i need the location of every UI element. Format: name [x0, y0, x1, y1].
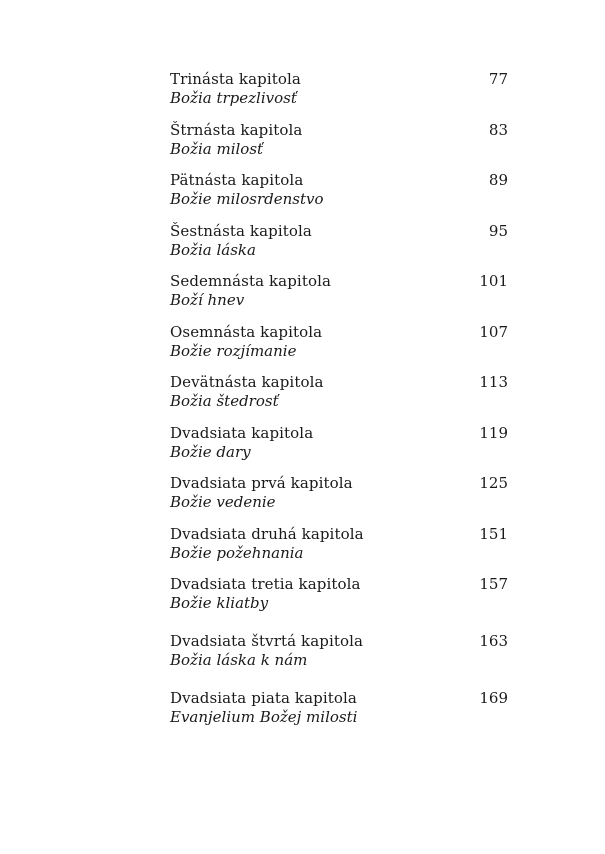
toc-entry-18[interactable]: [170, 323, 508, 374]
toc-entry-21[interactable]: [170, 474, 508, 525]
page-number: 113: [479, 373, 508, 391]
chapter-title: Pätnásta kapitola: [170, 171, 304, 189]
chapter-subtitle: Evanjelium Božej milosti: [170, 708, 358, 726]
toc-entry-24[interactable]: [170, 632, 508, 689]
chapter-title: Dvadsiata tretia kapitola: [170, 575, 361, 593]
chapter-title: Trinásta kapitola: [170, 70, 301, 88]
chapter-subtitle: Božie kliatby: [170, 594, 269, 612]
toc-entry-25[interactable]: [170, 689, 508, 740]
page-number: 95: [488, 221, 508, 240]
toc-entry-13[interactable]: [170, 70, 508, 121]
chapter-title: Devätnásta kapitola: [170, 373, 324, 391]
page-number: 119: [479, 423, 508, 442]
chapter-title: Dvadsiata štvrtá kapitola: [170, 632, 364, 650]
chapter-title: Štrnásta kapitola: [170, 120, 303, 139]
toc-entry-19[interactable]: [170, 373, 508, 424]
page-number: 151: [479, 524, 508, 543]
chapter-title: Dvadsiata druhá kapitola: [170, 524, 364, 543]
chapter-subtitle: Božia trpezlivosť: [170, 89, 297, 107]
chapter-title: Dvadsiata prvá kapitola: [170, 474, 353, 492]
chapter-subtitle: Božie požehnania: [170, 543, 304, 562]
chapter-subtitle: Božie milosrdenstvo: [170, 190, 324, 208]
toc-entry-17[interactable]: [170, 272, 508, 323]
chapter-subtitle: Božie dary: [170, 442, 251, 461]
toc-entry-20[interactable]: [170, 424, 508, 475]
toc-entry-15[interactable]: [170, 171, 508, 222]
toc-entry-23[interactable]: [170, 575, 508, 632]
chapter-title: Dvadsiata kapitola: [170, 423, 314, 442]
page-number: 77: [488, 70, 508, 88]
chapter-title: Šestnásta kapitola: [170, 221, 312, 240]
table-of-contents: [170, 70, 508, 740]
chapter-subtitle: Božie vedenie: [170, 493, 276, 511]
toc-entry-16[interactable]: [170, 222, 508, 273]
page-number: 157: [479, 575, 508, 593]
page-number: 107: [479, 322, 508, 341]
page-number: 89: [488, 171, 508, 189]
chapter-title: Dvadsiata piata kapitola: [170, 689, 357, 707]
page-number: 163: [479, 632, 508, 650]
chapter-subtitle: Božia láska k nám: [170, 651, 308, 669]
page-number: 125: [479, 474, 508, 492]
chapter-subtitle: Boží hnev: [170, 291, 245, 309]
page-number: 83: [488, 120, 508, 139]
chapter-title: Osemnásta kapitola: [170, 322, 323, 341]
chapter-subtitle: Božie rozjímanie: [170, 341, 297, 360]
page-number: 101: [479, 272, 508, 290]
chapter-subtitle: Božia milosť: [170, 139, 264, 158]
chapter-title: Sedemnásta kapitola: [170, 272, 332, 290]
page-number: 169: [479, 689, 508, 707]
toc-entry-22[interactable]: [170, 525, 508, 576]
chapter-subtitle: Božia láska: [170, 240, 256, 259]
chapter-subtitle: Božia štedrosť: [170, 392, 279, 410]
toc-entry-14[interactable]: [170, 121, 508, 172]
